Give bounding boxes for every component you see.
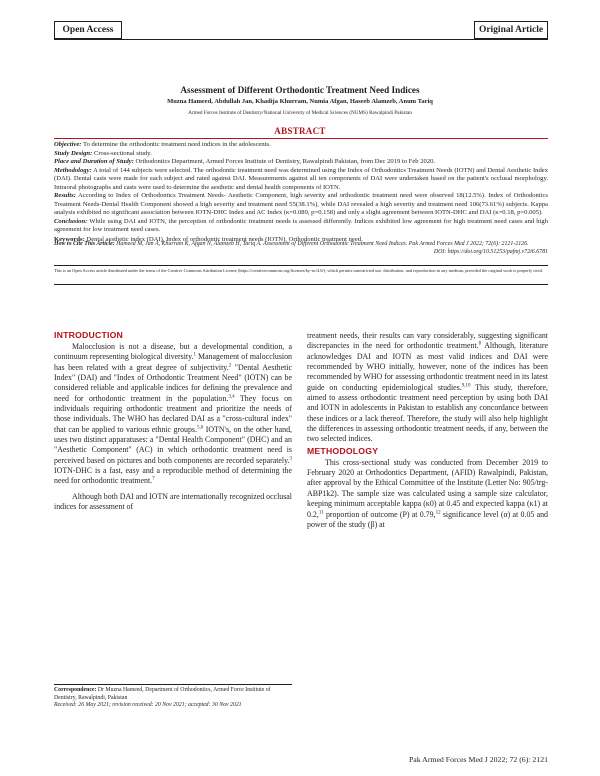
abstract-keywords: Keywords: Dental aesthetic index (DAI), Index of orthodontic treatment needs (IOTN), Orthodontic treatment need. xyxy=(54,235,363,243)
license-rule-bottom xyxy=(54,284,548,285)
author-list: Muzna Hameed, Abdullah Jan, Khadija Khurram, Numia Afgan, Haseeb Alamzeb, Anum Tariq xyxy=(167,98,433,105)
correspondence-rule xyxy=(54,684,292,685)
intro-paragraph-1: Malocclusion is not a disease, but a developmental condition, a continuum representing biological diversity.$^1$ Management of malocclusion has been related with a great degree of subjectivity.$^2$ "Dental Aesthetic Index" (DAI) and "Index of Orthodontic Treatment Need" (IOTN) can be considered reliable and applicable indices for defining the prevalence and need for orthodontic treatment in the population.$^{3,4}$ They focus on individuals requiring orthodontic treatment and prioritize the needs of those individuals. The WHO has declared DAI as a "cross-cultural index" that can be applied to various ethnic groups.$^{5,6}$ IOTN's, on the other hand, uses two distinct apparatuses: a "Dental Health Component" (DHC) and an "Aesthetic Component" (AC) in which orthodontic treatment need is perceived based on pictures and both components are recorded separately.$^3$ IOTN-DHC is a fast, easy and a reproducible method of determining the need for orthodontic treatment.$^7$ xyxy=(54,342,292,486)
left-column xyxy=(54,330,292,513)
introduction-heading: INTRODUCTION xyxy=(54,330,123,340)
citation-block: How to Cite This Article: Hameed M, Jan A, Khurram K, Afgan N, Alamzeb H, Tariq A. Assessment of Different Orthodontic Treatment Need Indices. Pak Armed Forces Med J 2022; 72(6): 2121-2126. DOI: https://doi.org/10.51253/pafmj.v72i6.6781 xyxy=(54,241,548,255)
abstract-methodology: Methodology: A total of 144 subjects were selected. The orthodontic treatment need was determined using the Index of Orthodontics Treatment Needs (IOTN) and Dental Aesthetic Index (DAI). Dental casts were made for each subject and rated against DAI. Measurements against all ten components of DAI were undertaken based on the patient's occlusal morphology. Intraoral photographs and casts were used to determine the aesthetic and dental health components of IOTN. xyxy=(54,166,548,191)
correspondence-block: Correspondence: Dr Muzna Hameed, Department of Orthodontics, Armed Force Institute of Dentistry, Rawalpindi, Pakistan Received: 26 May 2021; revision received: 20 Nov 2021; accepted: 30 Nov 2021 xyxy=(54,687,292,710)
abstract-results: Results: According to Index of Orthodontics Treatment Needs- Aesthetic Component, high severity and orthodontic treatment need were observed 18(12.5%). Index of Orthodontics Treatment Needs-Dental Health Component showed a high severity and treatment need 55(38.1%), while DAI revealed a high severity and treatment need 106(73.61%) subjects. Kappa analysis exhibited no significant association between IOTN-DHC Index and AC Index (κ=0.089, p=0.158) and only a slight agreement between IOTN-DHC and DAI (κ=0.18, p=0.005). xyxy=(54,192,548,216)
intro-paragraph-2: Although both DAI and IOTN are internationally recognized occlusal indices for assessment of xyxy=(54,491,292,512)
article-title: Assessment of Different Orthodontic Treatment Need Indices xyxy=(180,85,420,95)
abstract-rule xyxy=(54,138,548,139)
abstract-design: Study Design: Cross-sectional study. xyxy=(54,149,152,157)
methodology-paragraph-1: This cross-sectional study was conducted from December 2019 to February 2020 at Orthodontics Department, (AFID) Rawalpindi, Pakistan, after approval by the Ethical Committee of the Institute (Letter No: 905/trg-ABP1k2). The sample size was calculated using a sample size calculator, keeping minimum acceptable kappa (κ0) at 0.45 and expected kappa (κ1) at 0.2,11 proportion of outcome (P) at 0.79,12 significance level (α) at 0.05 and power of the study (β) at xyxy=(307,457,549,529)
doi-link[interactable]: DOI: https://doi.org/10.51253/pafmj.v72i6.6781 xyxy=(433,249,548,255)
abstract-heading: ABSTRACT xyxy=(274,126,326,136)
abstract-conclusion: Conclusion: While using DAI and IOTN, the perception of orthodontic treatment needs is assessed differently. Indices exhibited low agreement for high treatment need cases and high agreement for low treatment need cases. xyxy=(54,217,548,233)
right-column xyxy=(307,331,548,530)
received-dates: Received: 26 May 2021; revision received: 20 Nov 2021; accepted: 30 Nov 2021 xyxy=(54,702,242,709)
license-rule-top xyxy=(54,265,548,266)
license-notice: This is an Open Access article distributed under the terms of the Creative Commons Attribution License (https://creativecommons.org/licenses/by-nc/4.0/), which permits unrestricted use, distribution, and reproduction in any medium, provided the original work is properly cited. xyxy=(54,268,543,273)
open-access-badge: Open Access xyxy=(54,21,122,39)
affiliation: Armed Forces Institute of Dentistry/National University of Medical Sciences (NUMS) Rawalpindi Pakistan xyxy=(188,110,412,116)
page-footer: Pak Armed Forces Med J 2022; 72 (6): 2121 xyxy=(408,755,548,764)
abstract-place: Place and Duration of Study: Orthodontics Department, Armed Forces Institute of Dentistry, Rawalpindi Pakistan, from Dec 2019 to Feb 2020. xyxy=(54,158,436,165)
abstract-body xyxy=(54,141,548,244)
header-rule xyxy=(54,39,548,40)
intro-paragraph-continued: treatment needs, their results can vary considerably, suggesting significant discrepancies in the need for orthodontic treatment.$^8$ Although, literature acknowledges DAI and IOTN as most valid indices and DAI were recommended by WHO initially, however, none of the indices has been recommended by WHO for assessing orthodontic treatment need in its latest guide on conducting epidemiological studies.$^{9,10}$ This study, therefore, aimed to assess orthodontic treatment need perception by using both DAI and IOTN in adolescents in Pakistan to establish any concordance between these indices or a lack thereof. Therefore, the study will also help highlight the differences in assessing orthodontic treatment needs, if any, between the two selected indices. xyxy=(307,331,548,444)
article-type-badge: Original Article xyxy=(474,21,548,39)
abstract-objective: Objective: To determine the orthodontic treatment need indices in the adolescents. xyxy=(54,141,271,148)
methodology-heading: METHODOLOGY xyxy=(307,445,379,456)
